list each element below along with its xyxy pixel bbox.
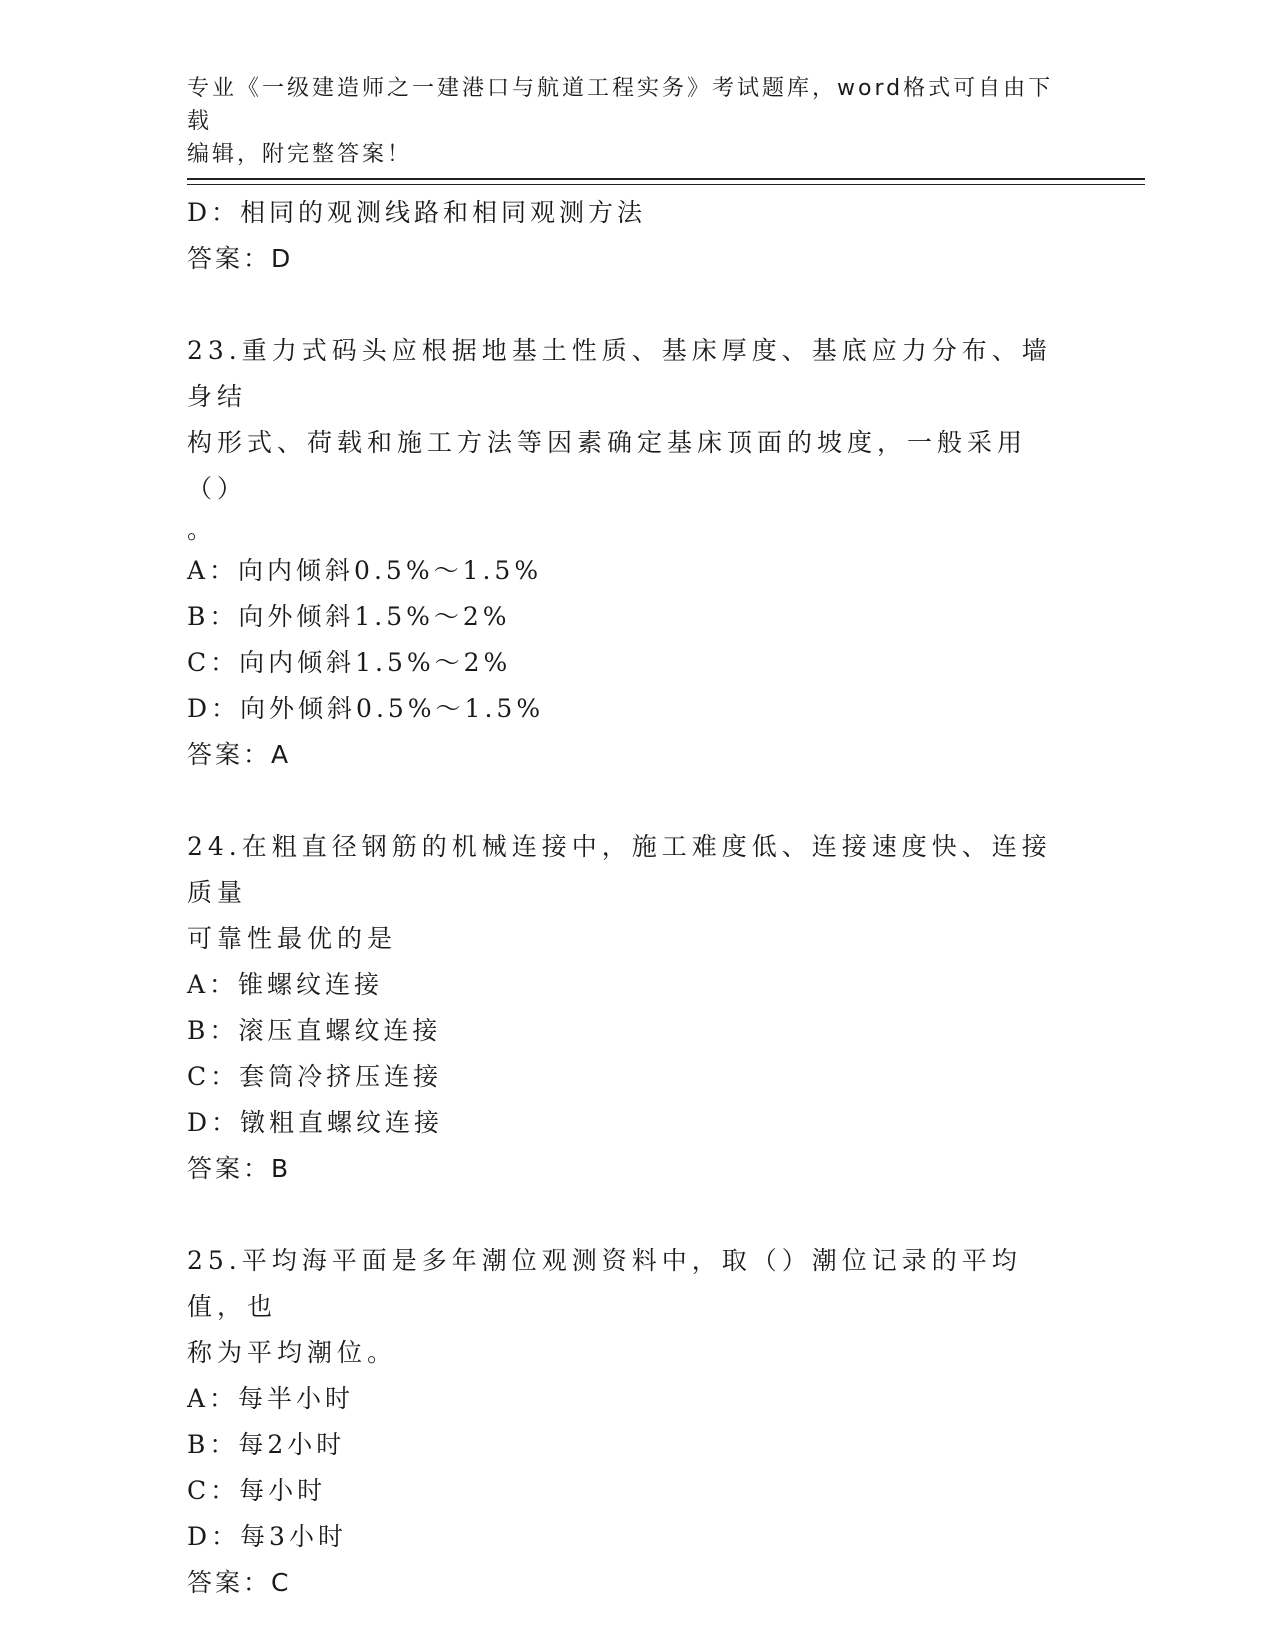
question-24 [187, 824, 1087, 1192]
question-23 [187, 328, 1087, 778]
stem-line: 可靠性最优的是 [187, 924, 398, 953]
stem-line: 25.平均海平面是多年潮位观测资料中，取（）潮位记录的平均值，也 [187, 1246, 1022, 1321]
header-rule-thick [187, 178, 1145, 180]
option-a: A：锥螺纹连接 [187, 970, 384, 999]
header-line-2: 编辑，附完整答案！ [187, 142, 413, 167]
option-d: D：向外倾斜0.5%～1.5% [187, 694, 545, 723]
stem-line: 。 [187, 515, 213, 544]
option-b: B：每2小时 [187, 1430, 346, 1459]
option-c: C：套筒冷挤压连接 [187, 1062, 443, 1091]
option-d: D：每3小时 [187, 1522, 347, 1551]
question-stem [187, 824, 1067, 962]
option-b: B：向外倾斜1.5%～2% [187, 602, 511, 631]
question-content [187, 190, 1087, 1606]
stem-line: 23.重力式码头应根据地基土性质、基床厚度、基底应力分布、墙身结 [187, 336, 1052, 411]
stem-line: 24.在粗直径钢筋的机械连接中，施工难度低、连接速度快、连接质量 [187, 832, 1052, 907]
document-header [187, 72, 1067, 171]
option-d: D：镦粗直螺纹连接 [187, 1108, 444, 1137]
answer: 答案：C [187, 1568, 292, 1597]
question-stem [187, 1238, 1067, 1376]
option-c: C：向内倾斜1.5%～2% [187, 648, 512, 677]
answer: 答案：B [187, 1154, 292, 1183]
option-a: A：每半小时 [187, 1384, 355, 1413]
stem-line: 构形式、荷载和施工方法等因素确定基床顶面的坡度，一般采用（） [187, 428, 1028, 503]
question-stem [187, 328, 1067, 512]
stem-line: 称为平均潮位。 [187, 1338, 398, 1367]
prev-option-d: D：相同的观测线路和相同观测方法 [187, 198, 647, 227]
answer: 答案：A [187, 740, 292, 769]
option-c: C：每小时 [187, 1476, 327, 1505]
question-25 [187, 1238, 1087, 1606]
header-line-1: 专业《一级建造师之一建港口与航道工程实务》考试题库，word格式可自由下载 [187, 76, 1054, 134]
option-a: A：向内倾斜0.5%～1.5% [187, 556, 543, 585]
header-rule-thin [187, 184, 1145, 185]
prev-answer: 答案：D [187, 244, 294, 273]
option-b: B：滚压直螺纹连接 [187, 1016, 442, 1045]
